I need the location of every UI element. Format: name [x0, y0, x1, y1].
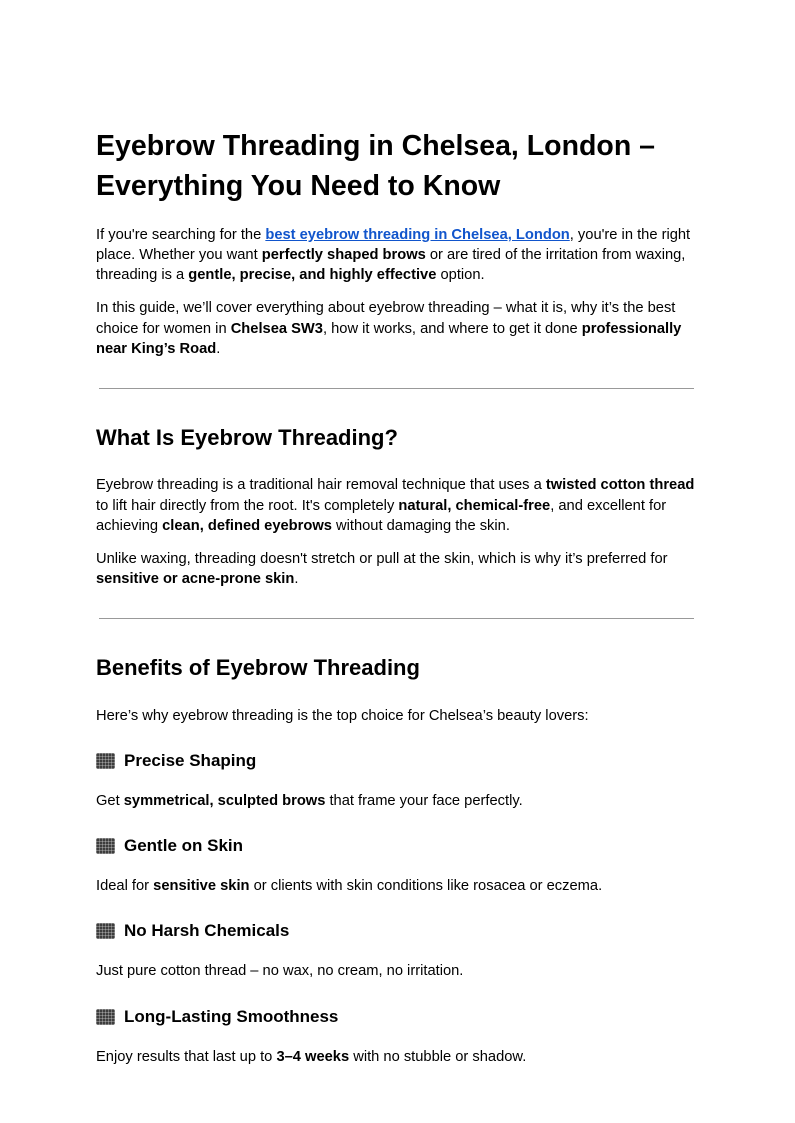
- text-run: , and excellent for achieving: [96, 497, 667, 534]
- text-run: .: [294, 570, 299, 587]
- benefit-title: Gentle on Skin: [124, 836, 244, 856]
- missing-glyph-icon: [96, 923, 115, 939]
- text-run: Just pure cotton thread – no wax, no cream, no irritation.: [96, 963, 464, 980]
- bold-text-run: clean, defined eyebrows: [162, 517, 332, 534]
- benefit-heading-precise-shaping: [96, 750, 697, 772]
- text-run: Here’s why eyebrow threading is the top choice for Chelsea’s beauty lovers:: [96, 707, 589, 724]
- benefits-intro-paragraph: [96, 706, 697, 726]
- bold-text-run: gentle, precise, and highly effective: [188, 267, 437, 284]
- benefit-text-no-harsh-chemicals: [96, 961, 697, 981]
- section-heading-what-is: What Is Eyebrow Threading?: [96, 424, 398, 450]
- text-run: If you're searching for the: [96, 226, 266, 243]
- what-is-paragraph-1: [96, 475, 697, 535]
- bold-text-run: twisted cotton thread: [545, 477, 695, 494]
- benefit-title: Precise Shaping: [124, 750, 257, 770]
- bold-text-run: natural, chemical-free: [398, 497, 551, 514]
- bold-text-run: sensitive or acne-prone skin: [96, 570, 295, 587]
- text-run: In this guide, we’ll cover everything about eyebrow threading – what it is, why it’s the best choice for women in: [96, 300, 676, 337]
- text-run: Eyebrow threading is a traditional hair removal technique that uses a: [96, 477, 546, 494]
- section-heading-benefits: Benefits of Eyebrow Threading: [96, 655, 420, 681]
- benefit-heading-gentle-on-skin: [96, 835, 697, 857]
- bold-text-run: professionally near King’s Road: [96, 320, 682, 357]
- what-is-paragraph-2: [96, 549, 697, 589]
- benefit-title: No Harsh Chemicals: [124, 921, 290, 941]
- text-run: Enjoy results that last up to: [96, 1048, 277, 1065]
- text-run: without damaging the skin.: [331, 517, 510, 534]
- horizontal-rule: [99, 618, 694, 619]
- benefit-text-precise-shaping: [96, 791, 697, 811]
- intro-paragraph-1: [96, 225, 697, 285]
- bold-text-run: perfectly shaped brows: [261, 247, 426, 264]
- text-run: to lift hair directly from the root. It's completely: [96, 497, 399, 514]
- text-run: that frame your face perfectly.: [325, 792, 523, 809]
- text-run: Get: [96, 792, 124, 809]
- benefit-title: Long-Lasting Smoothness: [124, 1006, 339, 1026]
- benefit-heading-long-lasting-smoothness: [96, 1006, 697, 1028]
- text-run: , how it works, and where to get it done: [322, 320, 582, 337]
- page-title: Eyebrow Threading in Chelsea, London – Everything You Need to Know: [96, 130, 655, 203]
- horizontal-rule: [99, 388, 694, 389]
- benefit-text-long-lasting-smoothness: [96, 1047, 697, 1067]
- text-run: .: [216, 340, 221, 357]
- text-run: or are tired of the irritation from waxing, threading is a: [96, 247, 686, 284]
- inline-link[interactable]: best eyebrow threading in Chelsea, London: [265, 226, 570, 243]
- intro-paragraph-2: [96, 298, 697, 358]
- text-run: Unlike waxing, threading doesn't stretch or pull at the skin, which is why it’s preferred for: [96, 550, 668, 567]
- text-run: , you're in the right place. Whether you want: [96, 226, 691, 264]
- benefit-text-gentle-on-skin: [96, 876, 697, 896]
- bold-text-run: 3–4 weeks: [276, 1048, 350, 1065]
- text-run: option.: [436, 267, 485, 284]
- missing-glyph-icon: [96, 838, 115, 854]
- text-run: with no stubble or shadow.: [349, 1048, 527, 1065]
- bold-text-run: Chelsea SW3: [230, 320, 323, 337]
- text-run: Ideal for: [96, 878, 154, 895]
- missing-glyph-icon: [96, 753, 115, 769]
- missing-glyph-icon: [96, 1009, 115, 1025]
- bold-text-run: symmetrical, sculpted brows: [123, 792, 326, 809]
- bold-text-run: sensitive skin: [153, 878, 250, 895]
- text-run: or clients with skin conditions like rosacea or eczema.: [249, 878, 603, 895]
- benefit-heading-no-harsh-chemicals: [96, 920, 697, 942]
